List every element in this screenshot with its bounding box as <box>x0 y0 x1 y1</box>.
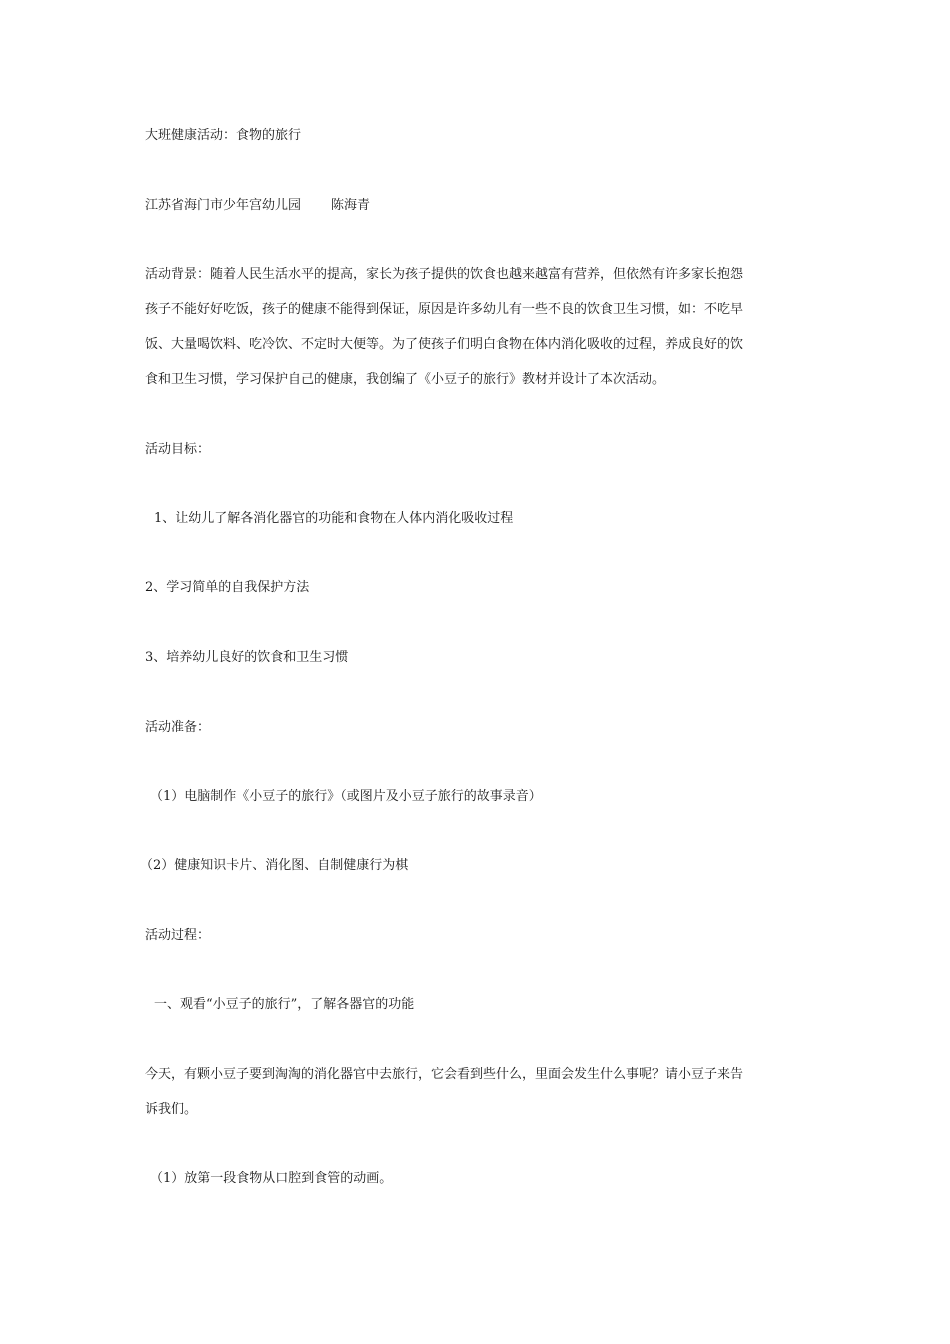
preparation-heading: 活动准备： <box>145 720 211 735</box>
process-intro-line-1: 今天，有颗小豆子要到淘淘的消化器官中去旅行，它会看到些什么，里面会发生什么事呢？请小豆子来告 <box>145 1067 744 1082</box>
goals-heading: 活动目标： <box>145 442 211 457</box>
background-line-4: 食和卫生习惯，学习保护自己的健康，我创编了《小豆子的旅行》教材并设计了本次活动。 <box>145 372 666 387</box>
author-name: 陈海青 <box>331 198 371 213</box>
goal-item-1: 1、让幼儿了解各消化器官的功能和食物在人体内消化吸收过程 <box>154 511 514 526</box>
author-line <box>145 189 810 223</box>
process-heading: 活动过程： <box>145 928 211 943</box>
author-school: 江苏省海门市少年宫幼儿园 <box>145 198 302 213</box>
preparation-item-1: （1）电脑制作《小豆子的旅行》（或图片及小豆子旅行的故事录音） <box>150 789 542 804</box>
process-sub-step-1: （1）放第一段食物从口腔到食管的动画。 <box>150 1171 393 1186</box>
background-line-3: 饭、大量喝饮料、吃冷饮、不定时大便等。为了使孩子们明白食物在体内消化吸收的过程，养成良好的饮 <box>145 337 744 352</box>
background-line-2: 孩子不能好好吃饭，孩子的健康不能得到保证，原因是许多幼儿有一些不良的饮食卫生习惯，如：不吃早 <box>145 302 744 317</box>
goal-item-3: 3、培养幼儿良好的饮食和卫生习惯 <box>145 650 349 665</box>
preparation-item-2: （2）健康知识卡片、消化图、自制健康行为棋 <box>140 858 409 873</box>
goal-item-2: 2、学习简单的自我保护方法 <box>145 580 310 595</box>
background-line-1: 活动背景：随着人民生活水平的提高，家长为孩子提供的饮食也越来越富有营养，但依然有许多家长抱怨 <box>145 267 744 282</box>
process-intro-line-2: 诉我们。 <box>145 1102 198 1117</box>
process-step-1: 一、观看“小豆子的旅行”，了解各器官的功能 <box>154 997 415 1012</box>
document-title: 大班健康活动：食物的旅行 <box>145 128 302 143</box>
